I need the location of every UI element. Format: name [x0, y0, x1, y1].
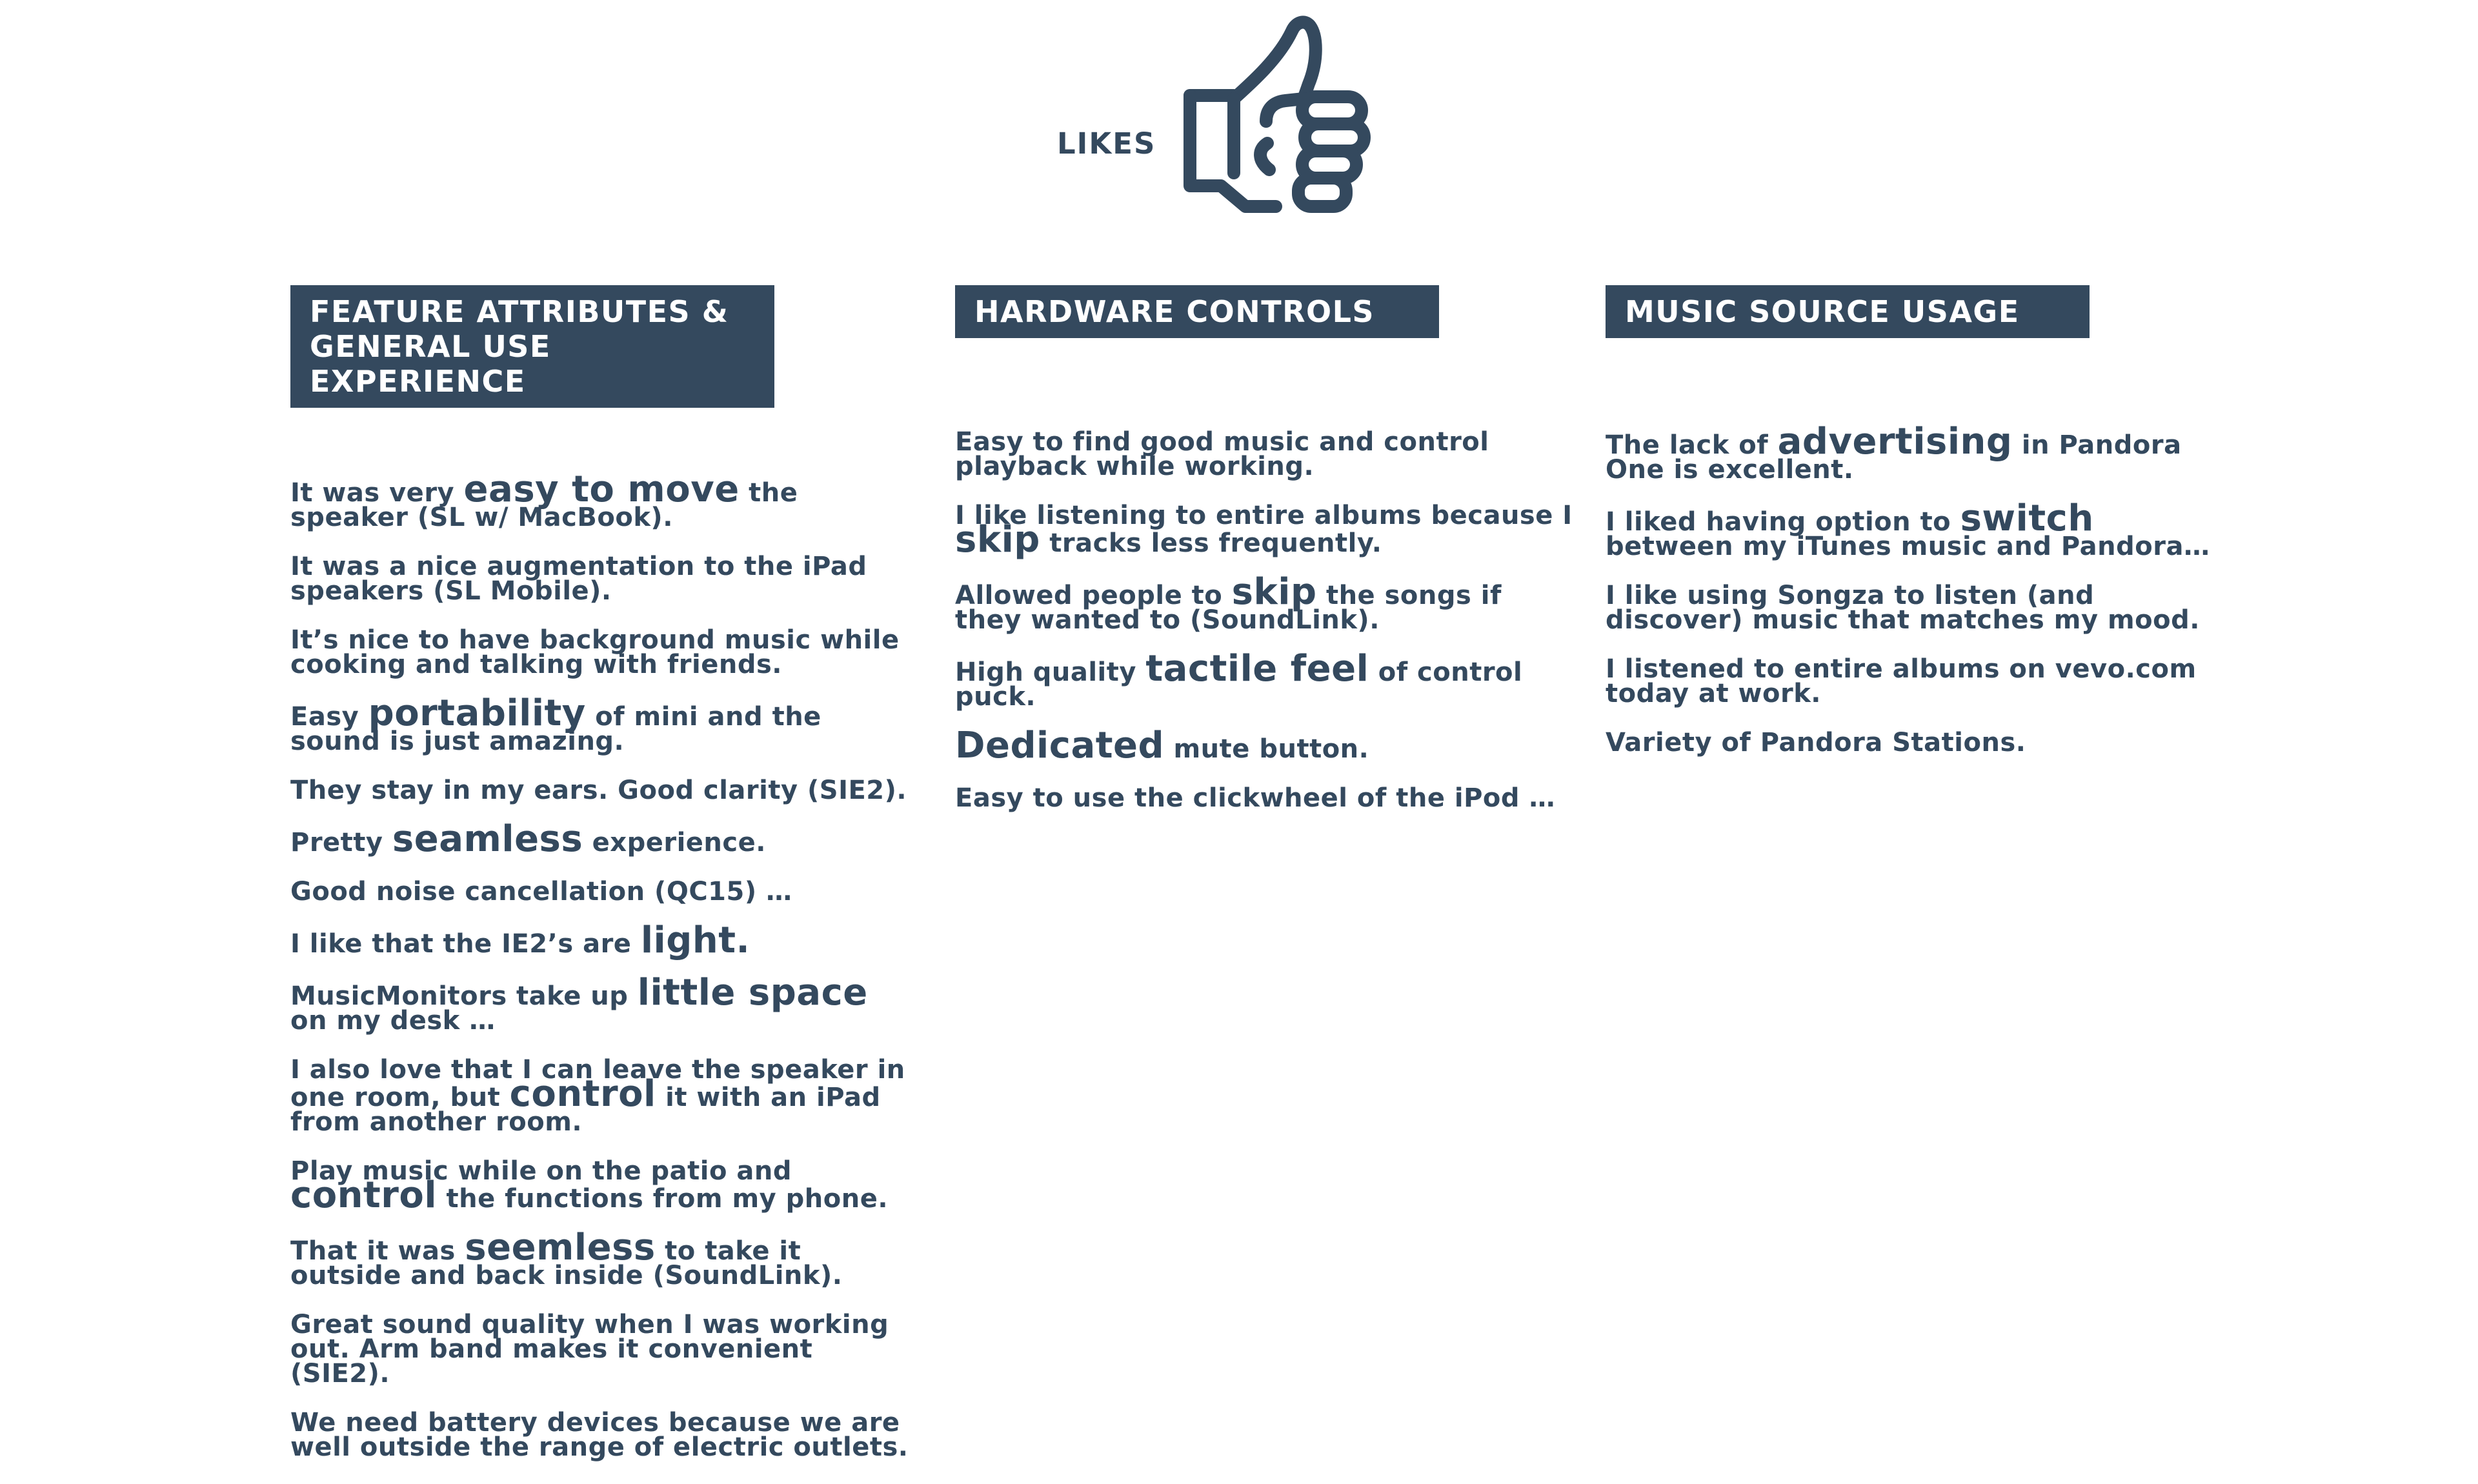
quote-list: [1606, 421, 2225, 757]
quote-item: [290, 1227, 910, 1290]
quote-text: I like using Songza to listen (and discover) music that matches my mood.: [1606, 581, 2200, 635]
quote-item: [955, 501, 1575, 561]
column-header-line: GENERAL USE EXPERIENCE: [310, 329, 551, 399]
quote-item: [290, 692, 910, 756]
column-header-line: FEATURE ATTRIBUTES &: [310, 294, 729, 329]
quote-text: High quality: [955, 657, 1146, 687]
quote-text: We need battery devices because we are well outside the range of electric outlets.: [290, 1408, 909, 1462]
quote-text: I also love that I can leave the speaker in one room, but: [290, 1055, 905, 1112]
quote-text: Easy: [290, 702, 368, 732]
quote-item: [290, 818, 910, 860]
quote-item: [290, 1055, 910, 1137]
quote-emphasis: skip: [955, 519, 1040, 561]
quote-item: [1606, 497, 2225, 561]
likes-label: LIKES: [1057, 126, 1156, 161]
quote-text: It was very: [290, 478, 464, 508]
quote-emphasis: Dedicated: [955, 725, 1165, 767]
column-header-hardware-controls: [955, 285, 1439, 338]
quote-item: [955, 725, 1575, 767]
quote-item: [290, 1156, 910, 1216]
quote-emphasis: seemless: [465, 1227, 656, 1268]
quote-text: The lack of: [1606, 430, 1778, 460]
quote-text: They stay in my ears. Good clarity (SIE2).: [290, 776, 907, 805]
quote-text: I like listening to entire albums because I: [955, 501, 1573, 530]
quote-text: I listened to entire albums on vevo.com today at work.: [1606, 654, 2197, 708]
quote-item: [290, 778, 910, 803]
quote-emphasis: easy to move: [463, 468, 740, 510]
quote-text: Easy to use the clickwheel of the iPod …: [955, 783, 1555, 813]
quote-emphasis: little space: [637, 972, 868, 1014]
quote-item: [955, 571, 1575, 635]
quote-item: [955, 648, 1575, 712]
quote-text: Pretty: [290, 828, 392, 857]
quote-text: it with an iPad from another room.: [290, 1083, 881, 1137]
quote-item: [290, 877, 910, 907]
quote-text: It was a nice augmentation to the iPad speakers (SL Mobile).: [290, 552, 867, 606]
quote-list: [955, 427, 1575, 813]
quote-text: I liked having option to: [1606, 507, 1960, 537]
column-hardware-controls: [955, 285, 1575, 835]
column-header-music-source-usage: [1606, 285, 2090, 338]
quote-emphasis: control: [290, 1174, 438, 1216]
quote-item: [290, 552, 910, 606]
quote-text: That it was: [290, 1236, 465, 1266]
column-music-source-usage: [1606, 285, 2225, 779]
quote-item: [290, 919, 910, 961]
quote-text: Easy to find good music and control playback while working.: [955, 427, 1489, 481]
quote-text: It’s nice to have background music while cooking and talking with friends.: [290, 625, 900, 679]
quote-emphasis: seamless: [392, 818, 583, 860]
quote-list: [290, 468, 910, 1462]
quote-emphasis: advertising: [1777, 421, 2013, 463]
quote-item: [290, 625, 910, 679]
column-header-line: MUSIC SOURCE USAGE: [1625, 294, 2020, 329]
quote-text: MusicMonitors take up: [290, 981, 638, 1011]
quote-text: the functions from my phone.: [437, 1184, 889, 1214]
quote-item: [290, 1310, 910, 1389]
quote-text: experience.: [583, 828, 766, 857]
quote-emphasis: light.: [640, 919, 750, 961]
column-header-feature-attributes: [290, 285, 774, 408]
quote-item: [290, 1408, 910, 1462]
quote-text: the speaker (SL w/ MacBook).: [290, 478, 798, 532]
quote-text: Great sound quality when I was working out. Arm band makes it convenient (SIE2).: [290, 1310, 889, 1389]
quote-text: Variety of Pandora Stations.: [1606, 728, 2026, 757]
quote-item: [1606, 654, 2225, 708]
quote-item: [1606, 730, 2225, 755]
quote-text: tracks less frequently.: [1040, 528, 1382, 558]
quote-text: on my desk …: [290, 1006, 496, 1036]
column-header-line: HARDWARE CONTROLS: [974, 294, 1375, 329]
quote-text: the songs if they wanted to (SoundLink).: [955, 581, 1502, 635]
quote-text: mute button.: [1164, 734, 1369, 764]
quote-item: [290, 468, 910, 532]
page-header: [0, 0, 2478, 232]
quote-emphasis: skip: [1231, 571, 1317, 613]
quote-emphasis: tactile feel: [1145, 648, 1369, 690]
quote-item: [290, 972, 910, 1036]
thumbs-up-icon: [1182, 12, 1376, 225]
quote-text: Allowed people to: [955, 581, 1232, 610]
quote-item: [1606, 581, 2225, 635]
quote-item: [955, 427, 1575, 481]
quote-text: between my iTunes music and Pandora…: [1606, 532, 2210, 561]
quote-text: in Pandora One is excellent.: [1606, 430, 2182, 485]
quote-emphasis: portability: [368, 692, 586, 734]
quote-text: Good noise cancellation (QC15) …: [290, 877, 792, 907]
quote-item: [1606, 421, 2225, 485]
quote-emphasis: switch: [1960, 497, 2094, 539]
column-feature-attributes: [290, 285, 910, 1484]
quote-text: to take it outside and back inside (SoundLink).: [290, 1236, 843, 1290]
quote-text: of mini and the sound is just amazing.: [290, 702, 821, 756]
quote-item: [955, 783, 1575, 813]
quote-text: I like that the IE2’s are: [290, 929, 641, 959]
quote-text: Play music while on the patio and: [290, 1156, 792, 1186]
quote-text: of control puck.: [955, 657, 1523, 712]
quote-emphasis: control: [509, 1073, 656, 1115]
